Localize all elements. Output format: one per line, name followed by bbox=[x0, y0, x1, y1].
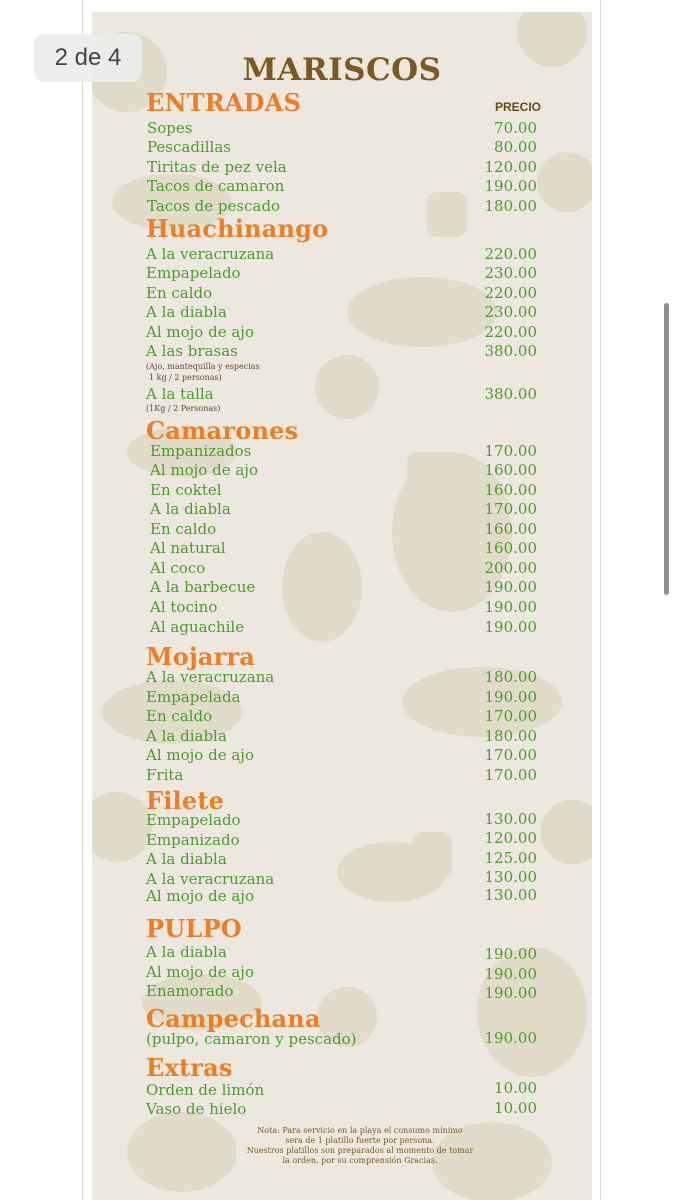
menu-item-name: Tacos de pescado bbox=[147, 197, 281, 215]
menu-item-name: Sopes bbox=[147, 119, 193, 137]
menu-item-price: 220.00 bbox=[484, 284, 537, 302]
menu-item-price: 190.00 bbox=[484, 618, 537, 636]
menu-item-price: 220.00 bbox=[484, 245, 537, 263]
menu-item-price: 180.00 bbox=[484, 197, 537, 215]
menu-item-name: A las brasas bbox=[146, 342, 238, 360]
menu-item-price: 130.00 bbox=[484, 868, 537, 886]
menu-item-price: 190.00 bbox=[484, 688, 537, 706]
menu-item-price: 130.00 bbox=[484, 810, 537, 828]
menu-item-price: 170.00 bbox=[484, 766, 537, 784]
menu-item-price: 190.00 bbox=[484, 177, 537, 195]
menu-item-name: Orden de limón bbox=[146, 1081, 265, 1099]
menu-item-price: 230.00 bbox=[484, 264, 537, 282]
menu-item-name: Al aguachile bbox=[150, 618, 245, 636]
menu-item-name: A la barbecue bbox=[150, 578, 256, 596]
menu-item-price: 220.00 bbox=[484, 323, 537, 341]
section-title-camarones: Camarones bbox=[146, 416, 299, 445]
menu-item-name: A la diabla bbox=[146, 943, 227, 961]
menu-item-price: 170.00 bbox=[484, 442, 537, 460]
menu-item-name: Empapelado bbox=[146, 264, 241, 282]
menu-item-name: Al mojo de ajo bbox=[146, 746, 254, 764]
menu-item-name: A la diabla bbox=[146, 727, 227, 745]
menu-item-name: En caldo bbox=[146, 284, 213, 302]
menu-item-name: Al tocino bbox=[150, 598, 218, 616]
menu-title: MARISCOS bbox=[242, 52, 442, 88]
menu-item-name: Al mojo de ajo bbox=[150, 461, 258, 479]
menu-item-name: Al natural bbox=[150, 539, 226, 557]
menu-item-price: 170.00 bbox=[484, 500, 537, 518]
menu-item-price: 160.00 bbox=[484, 481, 537, 499]
menu-item-price: 230.00 bbox=[484, 303, 537, 321]
menu-item-name: Empanizados bbox=[150, 442, 252, 460]
menu-item-name: A la talla bbox=[146, 385, 214, 403]
menu-item-name: Vaso de hielo bbox=[146, 1100, 247, 1118]
section-title-entradas: ENTRADAS bbox=[146, 88, 302, 117]
menu-item-name: Al mojo de ajo bbox=[146, 323, 254, 341]
menu-item-name: Empanizado bbox=[146, 831, 240, 849]
menu-item-name: A la veracruzana bbox=[146, 870, 275, 888]
menu-item-price: 160.00 bbox=[484, 461, 537, 479]
menu-item-price: 190.00 bbox=[484, 945, 537, 963]
menu-item-price: 130.00 bbox=[484, 886, 537, 904]
menu-item-price: 125.00 bbox=[484, 849, 537, 867]
section-title-extras: Extras bbox=[146, 1053, 233, 1082]
menu-item-price: 380.00 bbox=[484, 342, 537, 360]
section-title-huachinango: Huachinango bbox=[146, 214, 329, 243]
menu-item-name: Al mojo de ajo bbox=[146, 887, 254, 905]
footer-line: sera de 1 platillo fuerte por persona. bbox=[285, 1136, 435, 1145]
menu-item-name: Al coco bbox=[150, 559, 206, 577]
menu-item-name: A la diabla bbox=[150, 500, 231, 518]
menu-item-name: (pulpo, camaron y pescado) bbox=[146, 1030, 357, 1048]
menu-item-name: A la veracruzana bbox=[146, 668, 275, 686]
menu-item-price: 190.00 bbox=[484, 578, 537, 596]
menu-item-price: 190.00 bbox=[484, 984, 537, 1002]
section-title-filete: Filete bbox=[146, 786, 225, 815]
menu-item-name: En caldo bbox=[150, 520, 217, 538]
menu-item-price: 160.00 bbox=[484, 539, 537, 557]
section-title-mojarra: Mojarra bbox=[146, 642, 256, 671]
menu-item-name: A la diabla bbox=[146, 850, 227, 868]
menu-item-name: Tacos de camaron bbox=[147, 177, 285, 195]
menu-item-note: (Ajo, mantequilla y especias bbox=[146, 362, 260, 371]
vertical-scrollbar[interactable] bbox=[664, 303, 669, 595]
menu-item-note: 1 kg / 2 personas) bbox=[149, 373, 222, 382]
menu-item-name: Tiritas de pez vela bbox=[147, 158, 287, 176]
menu-item-name: A la diabla bbox=[146, 303, 227, 321]
menu-item-name: Enamorado bbox=[146, 982, 234, 1000]
menu-item-price: 120.00 bbox=[484, 829, 537, 847]
footer-line: Nuestros platillos son preparados al momento de tomar bbox=[246, 1146, 474, 1155]
menu-item-name: En coktel bbox=[150, 481, 222, 499]
footer-line: Nota: Para servicio en la playa el consumo mínimo bbox=[257, 1126, 463, 1135]
menu-item-price: 200.00 bbox=[484, 559, 537, 577]
footer-line: la orden, por su comprensión Gracias. bbox=[282, 1156, 438, 1165]
menu-item-price: 120.00 bbox=[484, 158, 537, 176]
menu-footer-note bbox=[240, 1126, 480, 1166]
section-title-pulpo: PULPO bbox=[146, 914, 242, 943]
menu-item-price: 190.00 bbox=[484, 1029, 537, 1047]
menu-item-name: A la veracruzana bbox=[146, 245, 275, 263]
menu-item-price: 160.00 bbox=[484, 520, 537, 538]
section-title-campechana: Campechana bbox=[146, 1004, 321, 1033]
menu-item-price: 10.00 bbox=[494, 1099, 537, 1117]
menu-item-price: 170.00 bbox=[484, 746, 537, 764]
menu-item-price: 80.00 bbox=[494, 138, 537, 156]
menu-item-price: 190.00 bbox=[484, 965, 537, 983]
menu-item-price: 10.00 bbox=[494, 1079, 537, 1097]
menu-item-price: 170.00 bbox=[484, 707, 537, 725]
price-column-header: PRECIO bbox=[495, 100, 542, 114]
menu-item-note: (1Kg / 2 Personas) bbox=[146, 404, 221, 413]
menu-item-name: Frita bbox=[146, 766, 184, 784]
menu-item-price: 180.00 bbox=[484, 668, 537, 686]
menu-item-price: 190.00 bbox=[484, 598, 537, 616]
menu-item-name: En caldo bbox=[146, 707, 213, 725]
menu-item-price: 180.00 bbox=[484, 727, 537, 745]
menu-item-name: Empapelada bbox=[146, 688, 241, 706]
menu-item-name: Pescadillas bbox=[147, 138, 231, 156]
menu-item-price: 70.00 bbox=[494, 119, 537, 137]
page-indicator: 2 de 4 bbox=[34, 34, 142, 82]
menu-item-name: Empapelado bbox=[146, 811, 241, 829]
menu-item-price: 380.00 bbox=[484, 385, 537, 403]
menu-item-name: Al mojo de ajo bbox=[146, 963, 254, 981]
